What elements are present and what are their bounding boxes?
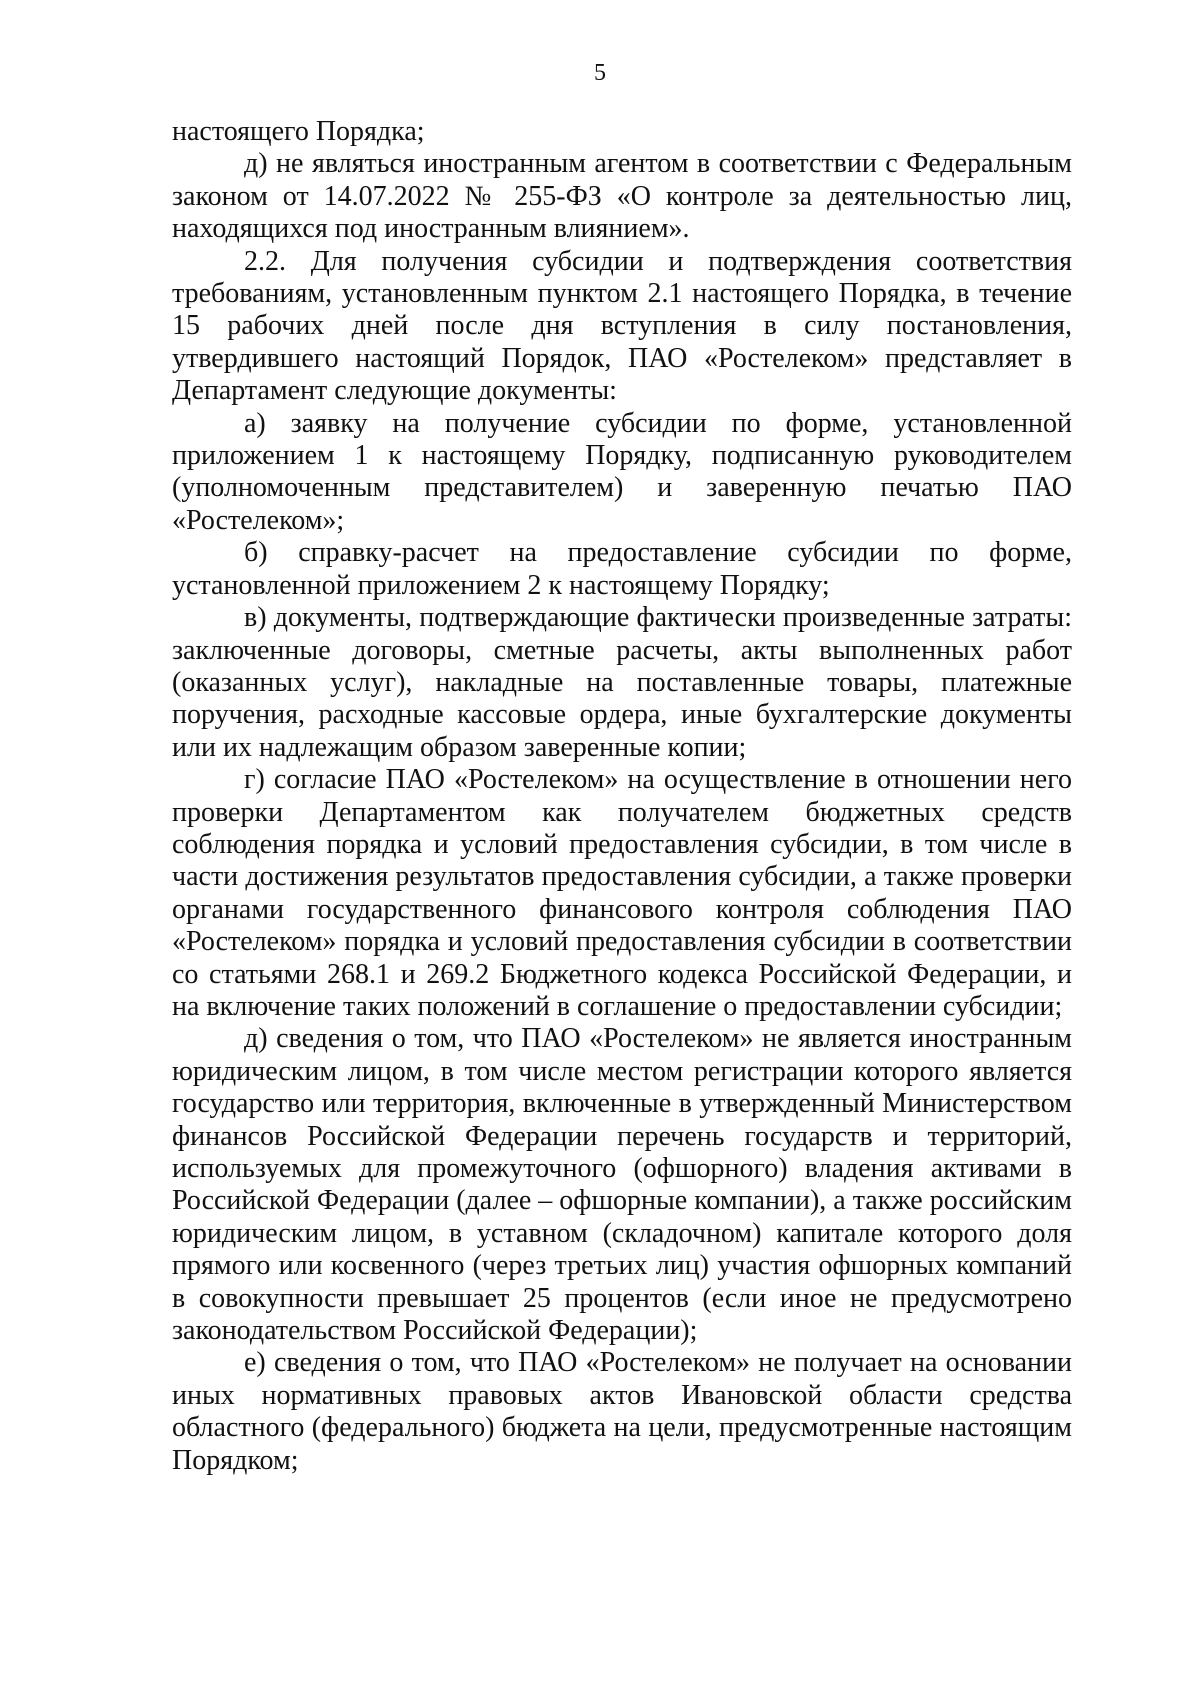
paragraph-item-e-other-funds: е) сведения о том, что ПАО «Ростелеком» не получает на основании иных нормативных правовых актов Ивановской области средства областного (федерального) бюджета на цели, предусмотренные настоящим Порядком;	[172, 1347, 1072, 1476]
paragraph-item-d-foreign-agent: д) не являться иностранным агентом в соответствии с Федеральным законом от 14.07.2022 № 255-ФЗ «О контроле за деятельностью лиц, находящихся под иностранным влиянием».	[172, 148, 1072, 245]
paragraph-item-b-calculation: б) справку-расчет на предоставление субсидии по форме, установленной приложением 2 к настоящему Порядку;	[172, 537, 1072, 601]
paragraph-item-d-offshore: д) сведения о том, что ПАО «Ростелеком» не является иностранным юридическим лицом, в том числе местом регистрации которого является государство или территория, включенные в утвержденный Министерством финансов Российской Федерации перечень государств и территорий, используемых для промежуточного (офшорного) владения активами в Российской Федерации (далее – офшорные компании), а также российским юридическим лицом, в уставном (складочном) капитале которого доля прямого или косвенного (через третьих лиц) участия офшорных компаний в совокупности превышает 25 процентов (если иное не предусмотрено законодательством Российской Федерации);	[172, 1023, 1072, 1347]
document-body	[172, 116, 1072, 1477]
paragraph-item-g-consent: г) согласие ПАО «Ростелеком» на осуществление в отношении него проверки Департаментом как получателем бюджетных средств соблюдения порядка и условий предоставления субсидии, в том числе в части достижения результатов предоставления субсидии, а также проверки органами государственного финансового контроля соблюдения ПАО «Ростелеком» порядка и условий предоставления субсидии в соответствии со статьями 268.1 и 269.2 Бюджетного кодекса Российской Федерации, и на включение таких положений в соглашение о предоставлении субсидии;	[172, 764, 1072, 1022]
paragraph-item-v-documents: в) документы, подтверждающие фактически произведенные затраты: заключенные договоры, сметные расчеты, акты выполненных работ (оказанных услуг), накладные на поставленные товары, платежные поручения, расходные кассовые ордера, иные бухгалтерские документы или их надлежащим образом заверенные копии;	[172, 602, 1072, 763]
paragraph-continuation: настоящего Порядка;	[172, 116, 425, 147]
paragraph-item-a-application: а) заявку на получение субсидии по форме, установленной приложением 1 к настоящему Порядку, подписанную руководителем (уполномоченным представителем) и заверенную печатью ПАО «Ростелеком»;	[172, 407, 1072, 536]
paragraph-section-2-2: 2.2. Для получения субсидии и подтверждения соответствия требованиям, установленным пунктом 2.1 настоящего Порядка, в течение 15 рабочих дней после дня вступления в силу постановления, утвердившего настоящий Порядок, ПАО «Ростелеком» представляет в Департамент следующие документы:	[172, 245, 1072, 407]
page-number: 5	[594, 60, 606, 86]
